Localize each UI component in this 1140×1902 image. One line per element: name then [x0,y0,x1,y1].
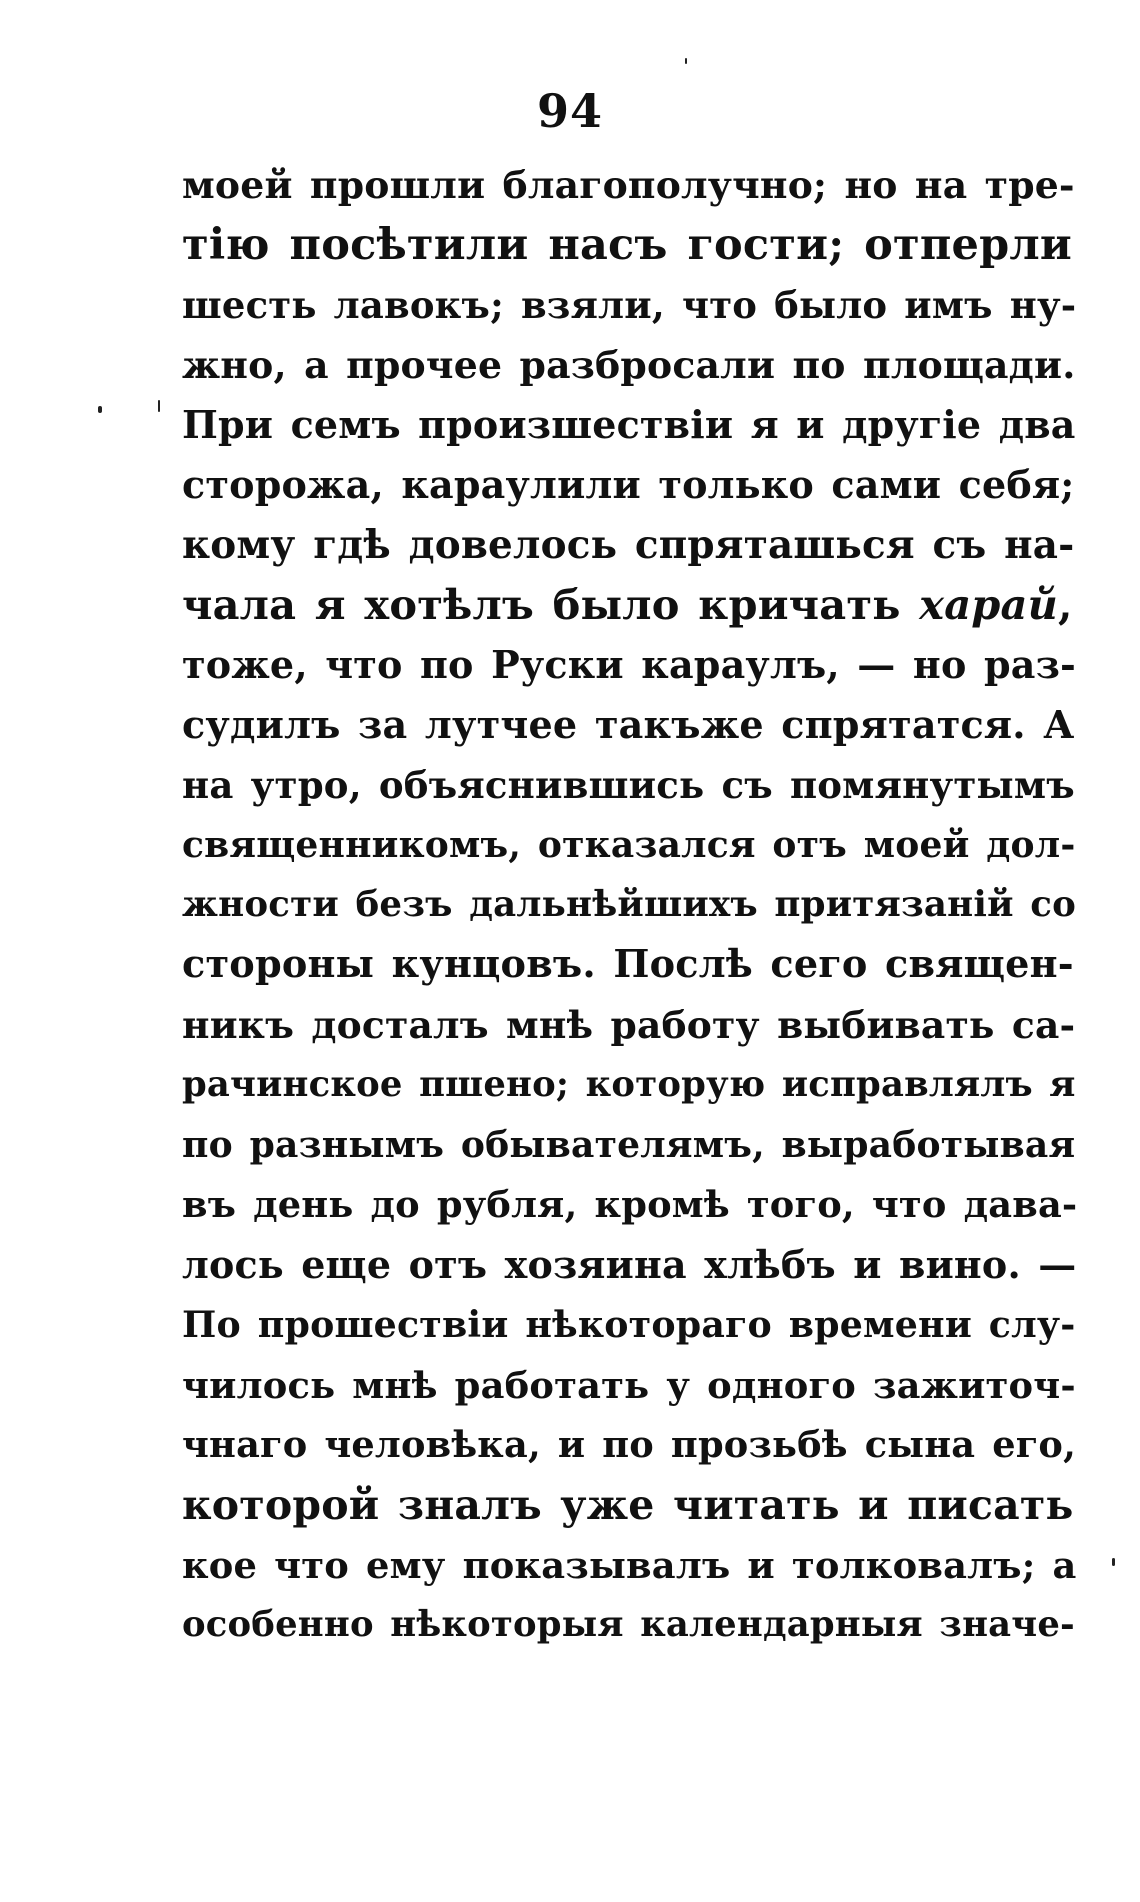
text-line: моей прошли благополучно; но на тре- [182,163,1075,207]
text-line: сторожа, караулили только сами себя; [182,462,1075,507]
text-line: лось еще отъ хозяина хлѣбъ и вино. — [182,1242,1077,1287]
text-line: по разнымъ обывателямъ, выработывая [182,1123,1076,1166]
text-line: тоже, что по Руски караулъ, — но раз- [182,642,1077,687]
ink-speck [98,406,102,413]
ink-speck [685,58,687,64]
text-line: стороны кунцовъ. Послѣ сего священ- [182,942,1074,987]
page-number: 94 [536,84,603,138]
text-line: шесть лавокъ; взяли, что было имъ ну- [182,283,1077,327]
text-line: чилось мнѣ работать у одного зажиточ- [182,1363,1076,1407]
text-line: чнаго человѣка, и по прозьбѣ сына его, [182,1423,1077,1466]
text-line: кое что ему показывалъ и толковалъ; а [182,1543,1077,1587]
text-line: на утро, объяснившись съ помянутымъ [182,763,1075,807]
text-line: При семъ произшествiи я и другiе два [182,402,1076,447]
body-text [182,155,1078,1655]
text-line: кому гдѣ довелось спряташься съ на- [182,522,1075,568]
ink-speck [1112,1558,1115,1566]
text-line: священникомъ, отказался отъ моей дол- [182,824,1076,866]
text-line: чала я хотѣлъ было кричать харай, [182,580,1073,629]
text-line: рачинское пшено; которую исправлялъ я [182,1064,1076,1105]
ink-speck [158,400,160,412]
italic-word: харай [919,580,1058,629]
text-line: тiю посѣтили насъ гости; отперли [182,220,1072,270]
text-line: судилъ за лутчее такъже спрятатся. А [182,702,1075,747]
text-line: никъ досталъ мнѣ работу выбивать са- [182,1003,1076,1047]
text-line: которой зналъ уже читать и писать [182,1481,1074,1529]
text-line: жности безъ дальнѣйшихъ притязанiй со [182,884,1077,925]
text-line: особенно нѣкоторыя календарныя значе- [182,1604,1075,1645]
text-line: въ день до рубля, кромѣ того, что дава- [182,1183,1078,1226]
text-line: жно, а прочее разбросали по площади. [182,343,1076,387]
text-line: По прошествiи нѣкотораго времени слу- [182,1303,1076,1346]
